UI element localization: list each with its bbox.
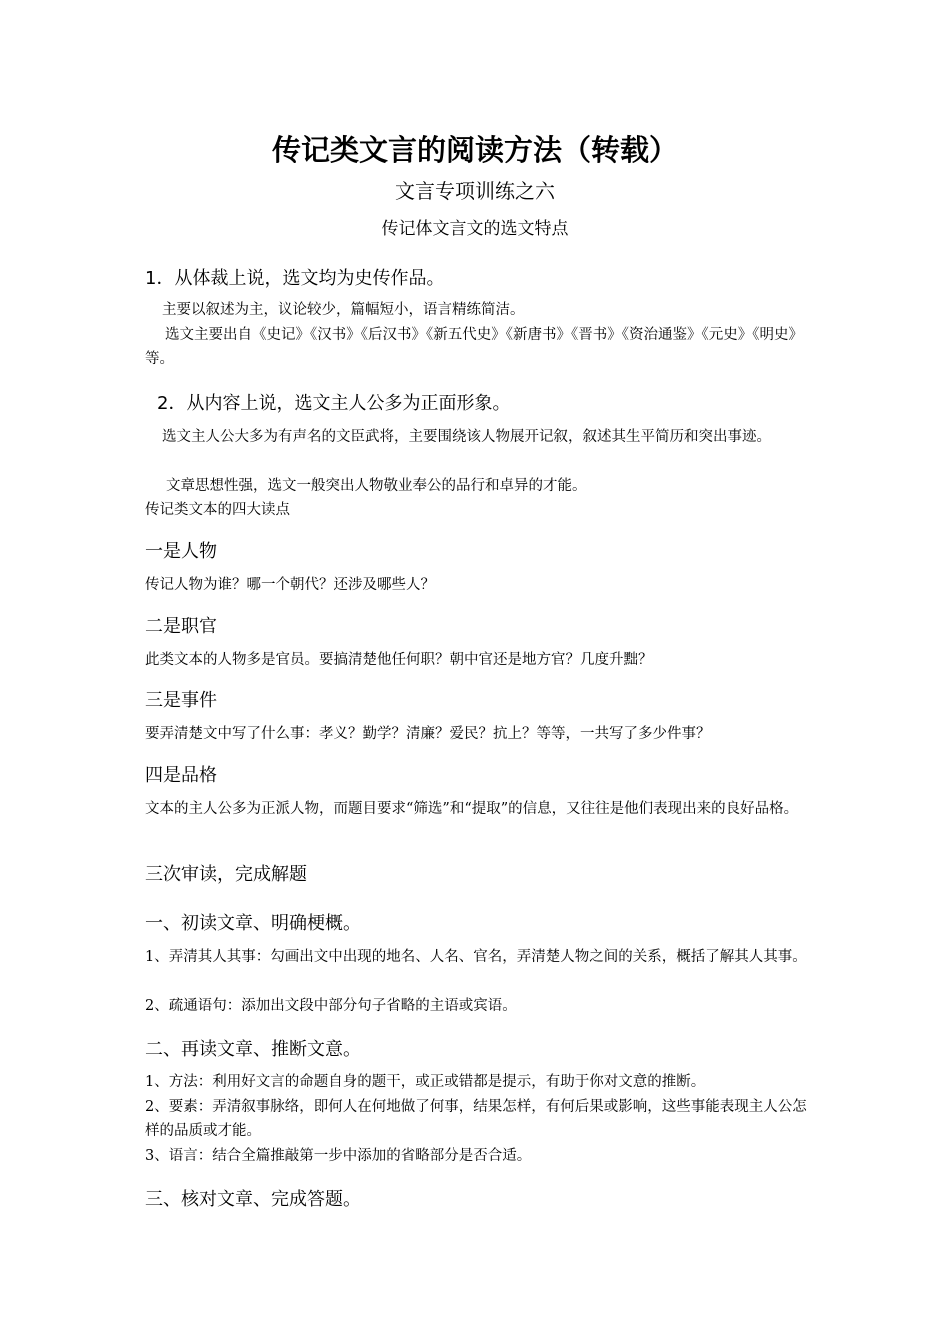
reading-point-heading: 一是人物 <box>145 541 217 562</box>
step-item: 2、要素：弄清叙事脉络，即何人在何地做了何事，结果怎样，有何后果或影响，这些事能表现主人公怎样的品质或才能。 <box>145 1099 807 1139</box>
feature-heading-1: 1．从体裁上说，选文均为史传作品。 <box>145 268 445 289</box>
document-title: 传记类文言的阅读方法（转载） <box>271 133 678 167</box>
reading-point-text: 文本的主人公多为正派人物，而题目要求“筛选”和“提取”的信息，又往往是他们表现出来的良好品格。 <box>145 801 799 817</box>
reading-point-heading: 二是职官 <box>145 616 217 637</box>
steps-title: 三次审读，完成解题 <box>145 864 307 885</box>
section-title: 传记体文言文的选文特点 <box>381 219 569 239</box>
feature-paragraph: 选文主要出自《史记》《汉书》《后汉书》《新五代史》《新唐书》《晋书》《资治通鉴》《元史》《明史》等。 <box>145 327 803 367</box>
reading-points-title: 传记类文本的四大读点 <box>145 502 290 518</box>
step-item: 3、语言：结合全篇推敲第一步中添加的省略部分是否合适。 <box>145 1148 532 1164</box>
feature-paragraph: 选文主人公大多为有声名的文臣武将，主要围绕该人物展开记叙，叙述其生平简历和突出事迹。 <box>162 429 771 445</box>
step-heading-3: 三、核对文章、完成答题。 <box>145 1189 361 1210</box>
reading-point-heading: 三是事件 <box>145 690 217 711</box>
reading-point-text: 要弄清楚文中写了什么事：孝义？勤学？清廉？爱民？抗上？等等，一共写了多少件事？ <box>145 726 711 742</box>
step-heading-2: 二、再读文章、推断文意。 <box>145 1039 361 1060</box>
step-item: 1、弄清其人其事：勾画出文中出现的地名、人名、官名，弄清楚人物之间的关系，概括了解其人其事。 <box>145 949 807 965</box>
step-heading-1: 一、初读文章、明确梗概。 <box>145 913 361 934</box>
step-item: 2、疏通语句：添加出文段中部分句子省略的主语或宾语。 <box>145 998 517 1014</box>
reading-point-text: 此类文本的人物多是官员。要搞清楚他任何职？朝中官还是地方官？几度升黜？ <box>145 652 653 668</box>
step-item: 1、方法：利用好文言的命题自身的题干，或正或错都是提示，有助于你对文意的推断。 <box>145 1074 706 1090</box>
feature-paragraph: 主要以叙述为主，议论较少，篇幅短小，语言精练简洁。 <box>162 302 525 318</box>
feature-heading-2: 2．从内容上说，选文主人公多为正面形象。 <box>157 393 511 414</box>
document-subtitle: 文言专项训练之六 <box>395 179 555 203</box>
feature-paragraph: 文章思想性强，选文一般突出人物敬业奉公的品行和卓异的才能。 <box>166 478 587 494</box>
reading-point-heading: 四是品格 <box>145 765 217 786</box>
reading-point-text: 传记人物为谁？哪一个朝代？还涉及哪些人？ <box>145 577 435 593</box>
